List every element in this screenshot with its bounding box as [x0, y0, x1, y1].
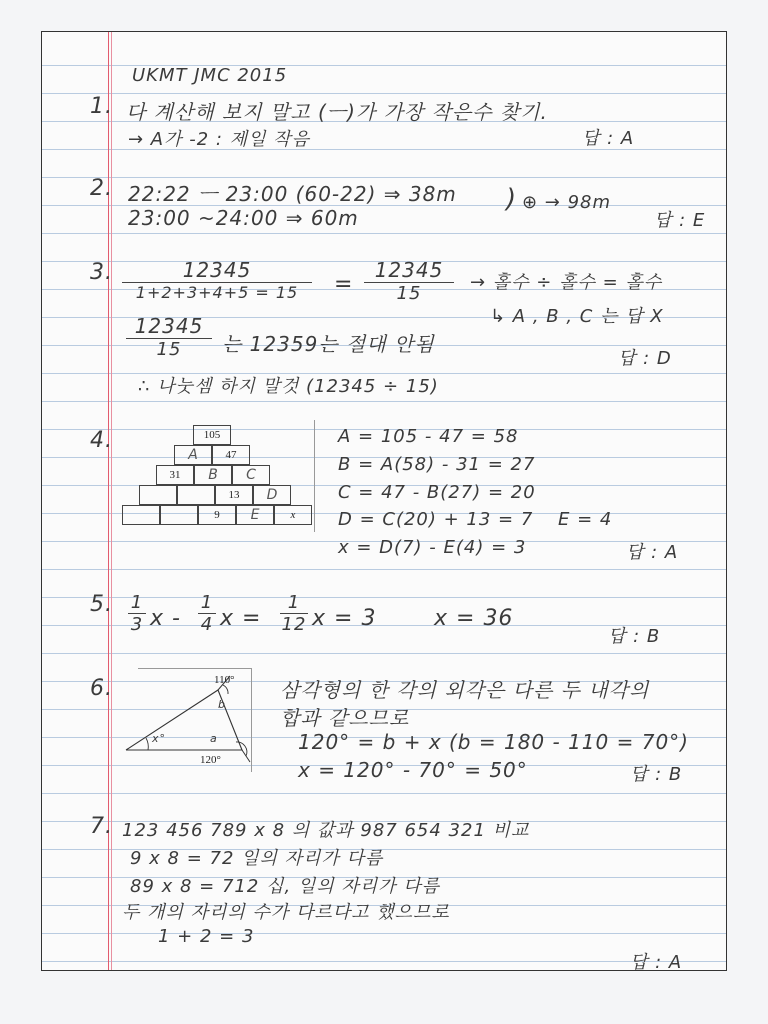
- pyramid-cell-31: 31: [156, 465, 194, 485]
- page-title: UKMT JMC 2015: [132, 65, 288, 86]
- q6-figure-top-border: [138, 668, 252, 669]
- q2-plus-total: ⊕ → 98m: [522, 192, 612, 213]
- pyramid-cell-13: 13: [215, 485, 253, 505]
- q5-frac-a: [128, 592, 146, 635]
- angle-label-120: 120°: [200, 754, 221, 766]
- pyramid-cell-c: C: [232, 465, 270, 485]
- q3-equals: =: [334, 272, 354, 297]
- q3-frac3-denominator: 15: [156, 339, 182, 360]
- q2-brace: ): [506, 184, 518, 214]
- q7-line4: 두 개의 자리의 수가 다르다고 했으므로: [122, 902, 450, 923]
- q3-note-odd: → 홀수 ÷ 홀수 = 홀수: [470, 272, 663, 293]
- q3-frac2-denominator: 15: [396, 283, 422, 304]
- angle-label-b: b: [218, 698, 226, 711]
- q7-line2: 9 x 8 = 72 일의 자리가 다름: [130, 848, 384, 869]
- q4-line-a: A = 105 - 47 = 58: [338, 426, 519, 447]
- notebook-page: [41, 31, 727, 971]
- pyramid-cell-e: E: [236, 505, 274, 525]
- angle-label-110: 110°: [214, 674, 235, 686]
- q5-answer: 답 : B: [608, 626, 661, 647]
- q5-var-c: x = 3: [312, 606, 377, 631]
- q1-line1: 다 계산해 보지 말고 (ㅡ)가 가장 작은수 찾기.: [126, 100, 548, 124]
- q6-line3: 120° = b + x (b = 180 - 110 = 70°): [298, 730, 689, 754]
- q4-number: 4.: [90, 428, 113, 453]
- angle-arc-x: [146, 738, 148, 750]
- pyramid-cell-9: 9: [198, 505, 236, 525]
- q7-line5: 1 + 2 = 3: [158, 926, 255, 947]
- q4-answer: 답 : A: [626, 542, 679, 563]
- pyramid-top: 105: [193, 425, 231, 445]
- q5-frac-b: [198, 592, 216, 635]
- q6-answer: 답 : B: [630, 764, 683, 785]
- pyramid-cell-r5-1: [122, 505, 160, 525]
- angle-arc-110: [223, 685, 228, 694]
- q3-number: 3.: [90, 260, 113, 285]
- q5-frac-b-num: 1: [200, 592, 214, 613]
- q6-line4: x = 120° - 70° = 50°: [298, 758, 528, 782]
- angle-label-a: a: [210, 732, 218, 745]
- q5-var-b: x =: [220, 606, 262, 631]
- q6-line1: 삼각형의 한 각의 외각은 다른 두 내각의: [280, 678, 650, 702]
- q3-frac1-numerator: 12345: [182, 258, 252, 282]
- q3-fraction-3: [126, 314, 212, 360]
- triangle-figure: [118, 672, 252, 776]
- q5-frac-c-den: 12: [281, 614, 307, 635]
- q2-line1: 22:22 ㅡ 23:00 (60-22) ⇒ 38m: [128, 182, 457, 206]
- pyramid-cell-r4-2: [177, 485, 215, 505]
- q3-frac3-numerator: 12345: [134, 314, 204, 338]
- pyramid-cell-b: B: [194, 465, 232, 485]
- pyramid-cell-x: x: [274, 505, 312, 525]
- pyramid-cell-a: A: [174, 445, 212, 465]
- pyramid-cell-47: 47: [212, 445, 250, 465]
- q6-number: 6.: [90, 676, 113, 701]
- q4-line-b: B = A(58) - 31 = 27: [338, 454, 536, 475]
- q5-number: 5.: [90, 592, 113, 617]
- q3-line3: 는 12359는 절대 안됨: [222, 332, 435, 356]
- pyramid-cell-d: D: [253, 485, 291, 505]
- q5-frac-a-num: 1: [130, 592, 144, 613]
- q5-var-a: x -: [150, 606, 181, 631]
- q7-number: 7.: [90, 814, 113, 839]
- q6-line2: 합과 같으므로: [280, 706, 410, 730]
- q4-e-value: E = 4: [558, 509, 613, 530]
- q1-line2: → A가 -2 : 제일 작음: [128, 129, 310, 150]
- angle-label-x: x°: [152, 732, 167, 745]
- q7-line1: 123 456 789 x 8 의 값과 987 654 321 비교: [122, 820, 530, 841]
- pyramid-cell-r4-1: [139, 485, 177, 505]
- q5-frac-a-den: 3: [130, 614, 144, 635]
- q3-answer: 답 : D: [618, 348, 672, 369]
- q4-line-x: x = D(7) - E(4) = 3: [338, 537, 527, 558]
- q2-answer: 답 : E: [654, 210, 706, 231]
- q3-frac2-numerator: 12345: [374, 258, 444, 282]
- q3-fraction-2: [364, 258, 454, 304]
- q5-frac-c-num: 1: [287, 592, 301, 613]
- q4-line-d: D = C(20) + 13 = 7: [338, 509, 534, 530]
- q3-note-choices: ↳ A , B , C 는 답 X: [490, 306, 664, 327]
- q5-frac-b-den: 4: [200, 614, 214, 635]
- q2-number: 2.: [90, 176, 113, 201]
- pyramid-cell-r5-2: [160, 505, 198, 525]
- q4-divider: [314, 420, 315, 532]
- q5-result: x = 36: [434, 606, 514, 631]
- q3-frac1-denominator: 1+2+3+4+5 = 15: [135, 283, 299, 302]
- q5-frac-c: [280, 592, 308, 635]
- q7-answer: 답 : A: [630, 952, 683, 971]
- q4-line-c: C = 47 - B(27) = 20: [338, 482, 536, 503]
- q1-answer: 답 : A: [582, 128, 635, 149]
- q7-line3: 89 x 8 = 712 십, 일의 자리가 다름: [130, 876, 441, 897]
- q3-fraction-1: [122, 258, 312, 302]
- q1-number: 1.: [90, 94, 113, 119]
- q2-line2: 23:00 ~24:00 ⇒ 60m: [128, 206, 359, 230]
- q3-line4: ∴ 나눗셈 하지 말것 (12345 ÷ 15): [138, 376, 439, 397]
